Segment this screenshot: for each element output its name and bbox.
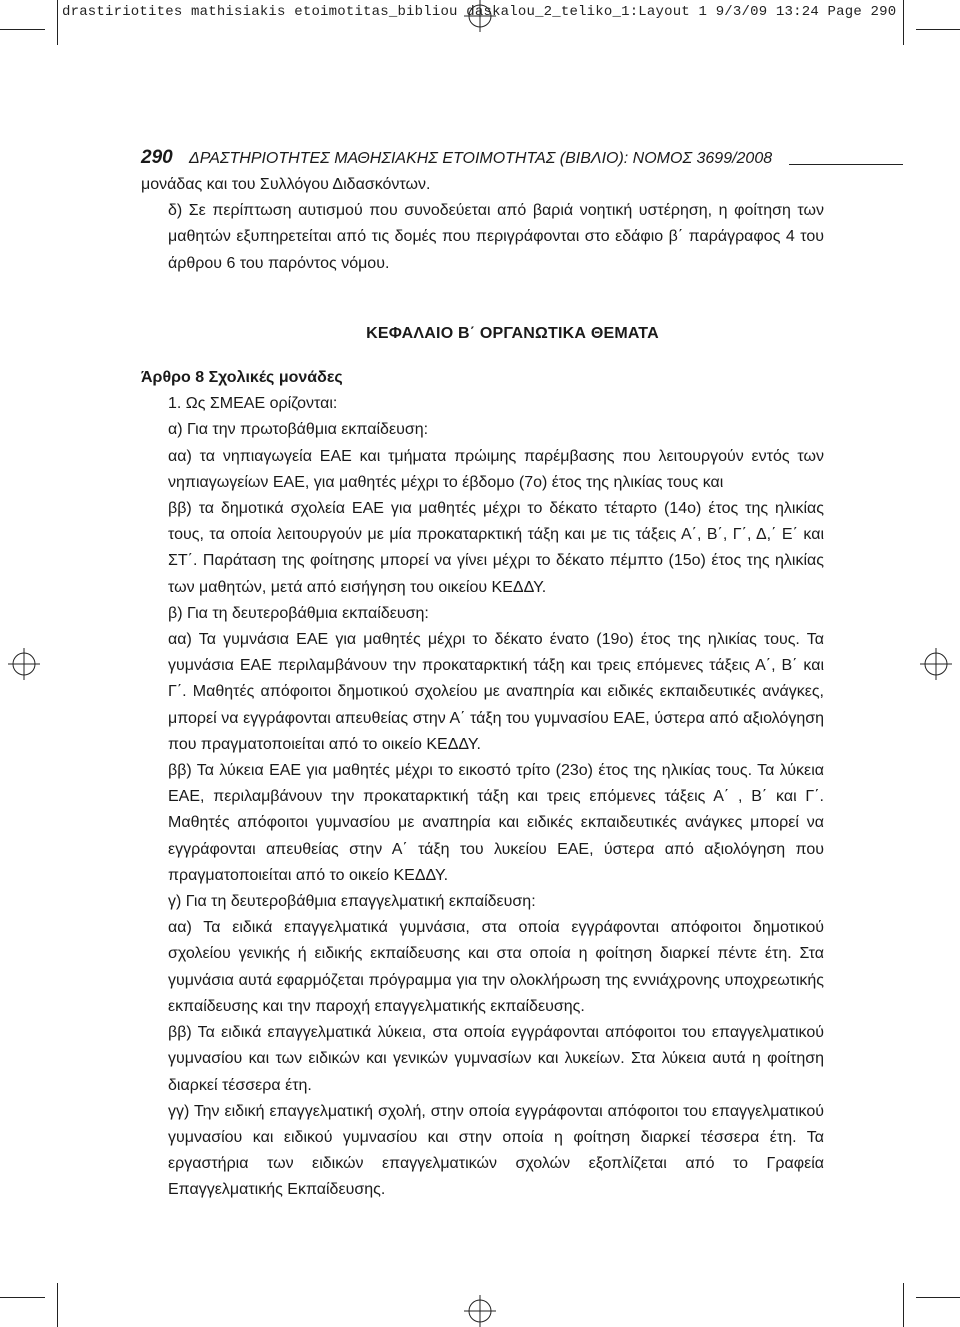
body-paragraph: ββ) Τα λύκεια ΕΑΕ για μαθητές μέχρι το εικοστό τρίτο (23ο) έτος της ηλικίας τους. Τα λύκεια ΕΑΕ, περιλαμβάνουν την προκαταρκτική τάξη και τρεις επόμενες τάξεις Α΄ , Β΄ και Γ΄. Μαθητές απόφοιτοι γυμνασίου με αναπηρία και ειδικές εκπαιδευτικές ανάγκες μπορεί να εγγράφονται απευθείας στην Α΄ τάξη του λυκείου ΕΑΕ, ύστερα από αξιολόγηση που πραγματοποιείται από το οικείο ΚΕΔΔΥ. [168, 762, 824, 884]
crop-mark-top-left-v [57, 0, 58, 45]
slug-line: drastiriotites mathisiakis etoimotitas_bibliou daskalou_2_teliko_1:Layout 1 9/3/09 13:24 Page 290 [62, 4, 897, 20]
body-paragraph: β) Για τη δευτεροβάθμια εκπαίδευση: [168, 604, 429, 622]
running-head-rule [789, 164, 903, 165]
body-paragraph: γγ) Την ειδική επαγγελματική σχολή, στην οποία εγγράφονται απόφοιτοι του επαγγελματικού γυμνασίου και ειδικού γυμνασίου και στην οποία η φοίτηση διαρκεί τέσσερα έτη. Τα εργαστήρια των ειδικών επαγγελματικών σχολών εξοπλίζεται από το Γραφεία Επαγγελματικής Εκπαίδευσης. [168, 1102, 824, 1199]
running-head [141, 147, 905, 172]
registration-mark-left-icon [8, 648, 40, 680]
body-paragraph: 1. Ως ΣΜΕΑΕ ορίζονται: [168, 395, 338, 413]
crop-mark-top-right-v [903, 0, 904, 45]
crop-mark-bottom-left-v [57, 1283, 58, 1327]
page-number: 290 [141, 147, 173, 168]
running-head-title: ΔΡΑΣΤΗΡΙΟΤΗΤΕΣ ΜΑΘΗΣΙΑΚΗΣ ΕΤΟΙΜΟΤΗΤΑΣ (ΒΙΒΛΙΟ): ΝΟΜΟΣ 3699/2008 [189, 150, 773, 167]
page-body [141, 172, 824, 1204]
body-paragraph: αα) Τα ειδικά επαγγελματικά γυμνάσια, στα οποία εγγράφονται απόφοιτοι δημοτικού σχολείου γενικής ή ειδικής εκπαίδευσης και στα οποία η φοίτηση διαρκεί πέντε έτη. Στα γυμνάσια αυτά εφαρμόζεται πρόγραμμα για την ολοκλήρωση της εννιάχρονης υποχρεωτικής εκπαίδευσης και την παροχή επαγγελματικής εκπαίδευσης. [168, 919, 824, 1015]
intro-paragraph: μονάδας και του Συλλόγου Διδασκόντων. [141, 176, 431, 193]
body-paragraph: ββ) τα δημοτικά σχολεία ΕΑΕ για μαθητές μέχρι το δέκατο τέταρτο (14ο) έτος της ηλικίας τους, τα οποία λειτουργούν με μία προκαταρκτική τάξη και με τις τάξεις Α΄, Β΄, Γ΄, Δ,΄ Ε΄ και ΣΤ΄. Παράταση της φοίτησης μπορεί να γίνει μέχρι το δέκατο πέμπτο (15ο) έτος της ηλικίας των μαθητών, μετά από εισήγηση του οικείου ΚΕΔΔΥ. [168, 500, 824, 596]
body-paragraph: αα) Τα γυμνάσια ΕΑΕ για μαθητές μέχρι το δέκατο ένατο (19ο) έτος της ηλικίας τους. Τα γυμνάσια ΕΑΕ περιλαμβάνουν την προκαταρκτική τάξη και τρεις επόμενες τάξεις Α΄, Β΄ και Γ΄. Μαθητές απόφοιτοι δημοτικού σχολείου με αναπηρία και ειδικές εκπαιδευτικές ανάγκες, μπορεί να εγγράφονται απευθείας στην Α΄ τάξη του γυμνασίου ΕΑΕ, ύστερα από αξιολόγηση που πραγματοποιείται από το οικείο ΚΕΔΔΥ. [168, 631, 824, 753]
crop-mark-bottom-left-h [0, 1297, 45, 1298]
crop-mark-bottom-right-v [903, 1283, 904, 1327]
chapter-title: ΚΕΦΑΛΑΙΟ Β΄ ΟΡΓΑΝΩΤΙΚΑ ΘΕΜΑΤΑ [366, 324, 659, 342]
body-paragraph: ββ) Τα ειδικά επαγγελματικά λύκεια, στα οποία εγγράφονται απόφοιτοι του επαγγελματικού γυμνασίου και των ειδικών και γενικών γυμνασίων και λυκείων. Στα λύκεια αυτά η φοίτηση διαρκεί τέσσερα έτη. [168, 1024, 824, 1094]
intro-paragraph: δ) Σε περίπτωση αυτισμού που συνοδεύεται από βαριά νοητική υστέρηση, η φοίτηση των μαθητών εξυπηρετείται από τις δομές που περιγράφονται στο εδάφιο β΄ παράγραφος 4 του άρθρου 6 του παρόντος νόμου. [168, 202, 824, 272]
article-title: Άρθρο 8 Σχολικές μονάδες [141, 369, 343, 387]
registration-mark-top-icon [464, 0, 496, 32]
body-paragraph: αα) τα νηπιαγωγεία ΕΑΕ και τμήματα πρώιμης παρέμβασης που λειτουργούν εντός των νηπιαγωγείων ΕΑΕ, για μαθητές μέχρι το έβδομο (7ο) έτος της ηλικίας τους και [168, 447, 824, 491]
crop-mark-top-right-h [916, 29, 960, 30]
body-paragraph: α) Για την πρωτοβάθμια εκπαίδευση: [168, 421, 429, 439]
registration-mark-right-icon [920, 648, 952, 680]
registration-mark-bottom-icon [464, 1295, 496, 1327]
body-paragraph: γ) Για τη δευτεροβάθμια επαγγελματική εκπαίδευση: [168, 893, 536, 911]
crop-mark-bottom-right-h [916, 1297, 960, 1298]
crop-mark-top-left-h [0, 29, 45, 30]
